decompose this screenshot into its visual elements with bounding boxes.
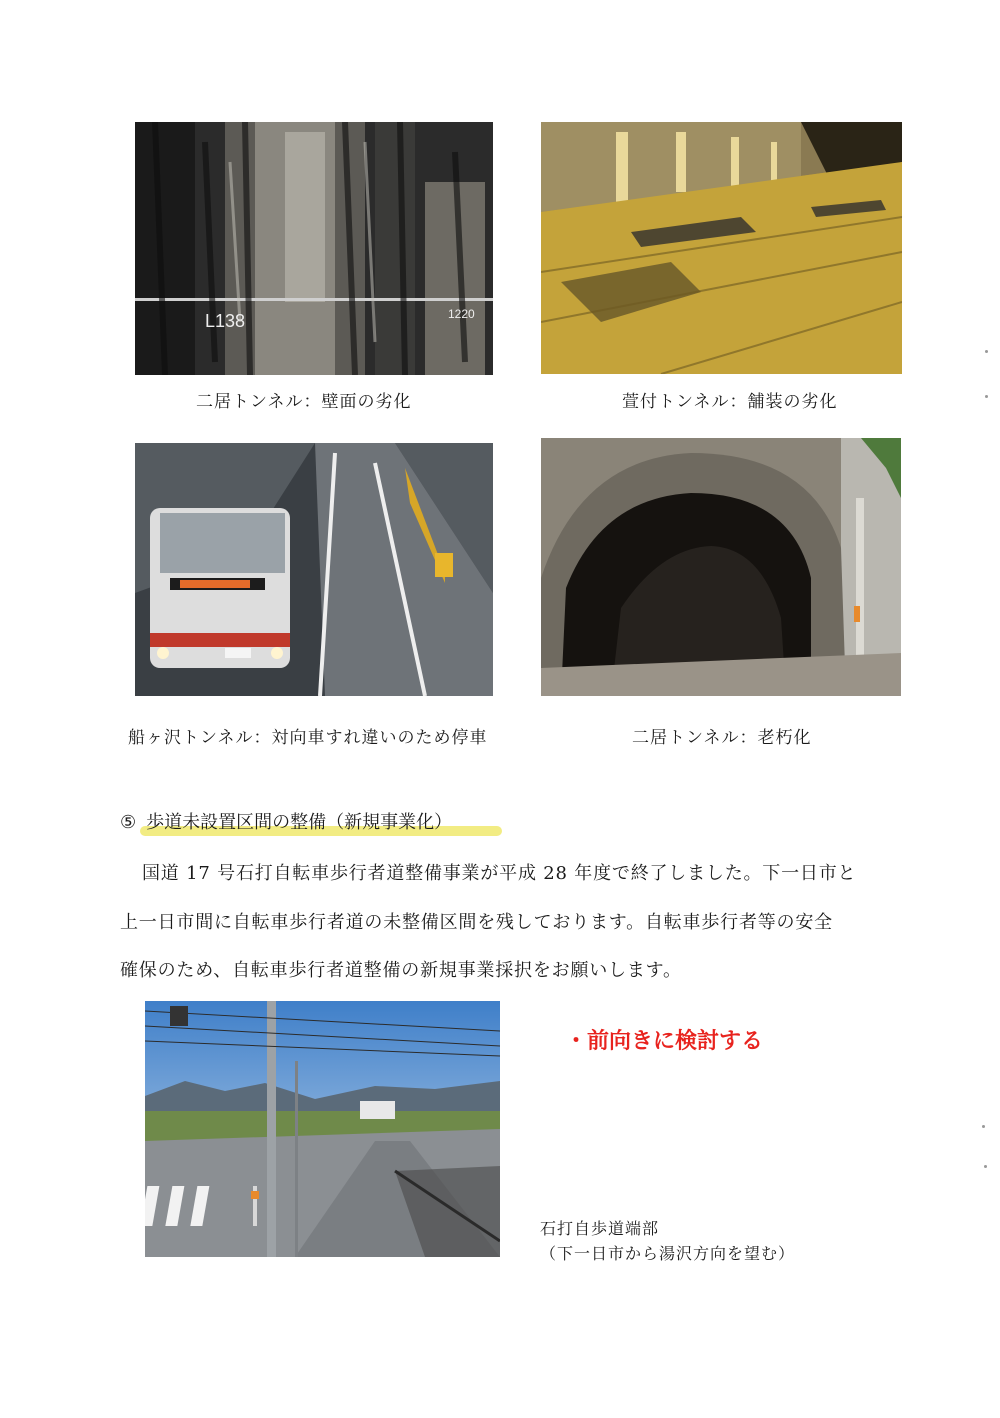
paragraph-line-3: 確保のため、自転車歩行者道整備の新規事業採択をお願いします。 bbox=[120, 960, 682, 981]
photo-bus-in-tunnel bbox=[135, 443, 493, 696]
photo-caption-portal: 二居トンネル：老朽化 bbox=[632, 728, 812, 748]
scan-speck bbox=[985, 350, 988, 353]
road-photo-caption-line2: （下一日市から湯沢方向を望む） bbox=[540, 1244, 796, 1263]
scan-speck bbox=[984, 1165, 987, 1168]
wall-label-1220: 1220 bbox=[448, 307, 475, 321]
photo-pavement-deterioration bbox=[541, 122, 902, 374]
paragraph-line-2: 上一日市間に自転車歩行者道の未整備区間を残しております。自転車歩行者等の安全 bbox=[120, 912, 833, 933]
paragraph-line-1: 国道 17 号石打自転車歩行者道整備事業が平成 28 年度で終了しました。下一日市と bbox=[142, 863, 857, 884]
section-title: 歩道未設置区間の整備（新規事業化） bbox=[146, 812, 453, 833]
section-number: ⑤ bbox=[120, 812, 137, 833]
scan-speck bbox=[982, 1125, 985, 1128]
section-heading bbox=[120, 808, 452, 834]
review-note: ・前向きに検討する bbox=[565, 1029, 764, 1054]
scan-speck bbox=[985, 395, 988, 398]
road-photo-caption-line1: 石打自歩道端部 bbox=[540, 1219, 660, 1238]
photo-caption-pavement: 萱付トンネル：舗装の劣化 bbox=[622, 392, 838, 412]
photo-caption-wall: 二居トンネル：壁面の劣化 bbox=[196, 392, 412, 412]
photo-wall-deterioration bbox=[135, 122, 493, 375]
photo-tunnel-portal bbox=[541, 438, 901, 696]
photo-road-sidewalk-end bbox=[145, 1001, 500, 1257]
photo-caption-bus: 船ヶ沢トンネル：対向車すれ違いのため停車 bbox=[128, 728, 488, 748]
wall-label-l138: L138 bbox=[205, 311, 246, 331]
